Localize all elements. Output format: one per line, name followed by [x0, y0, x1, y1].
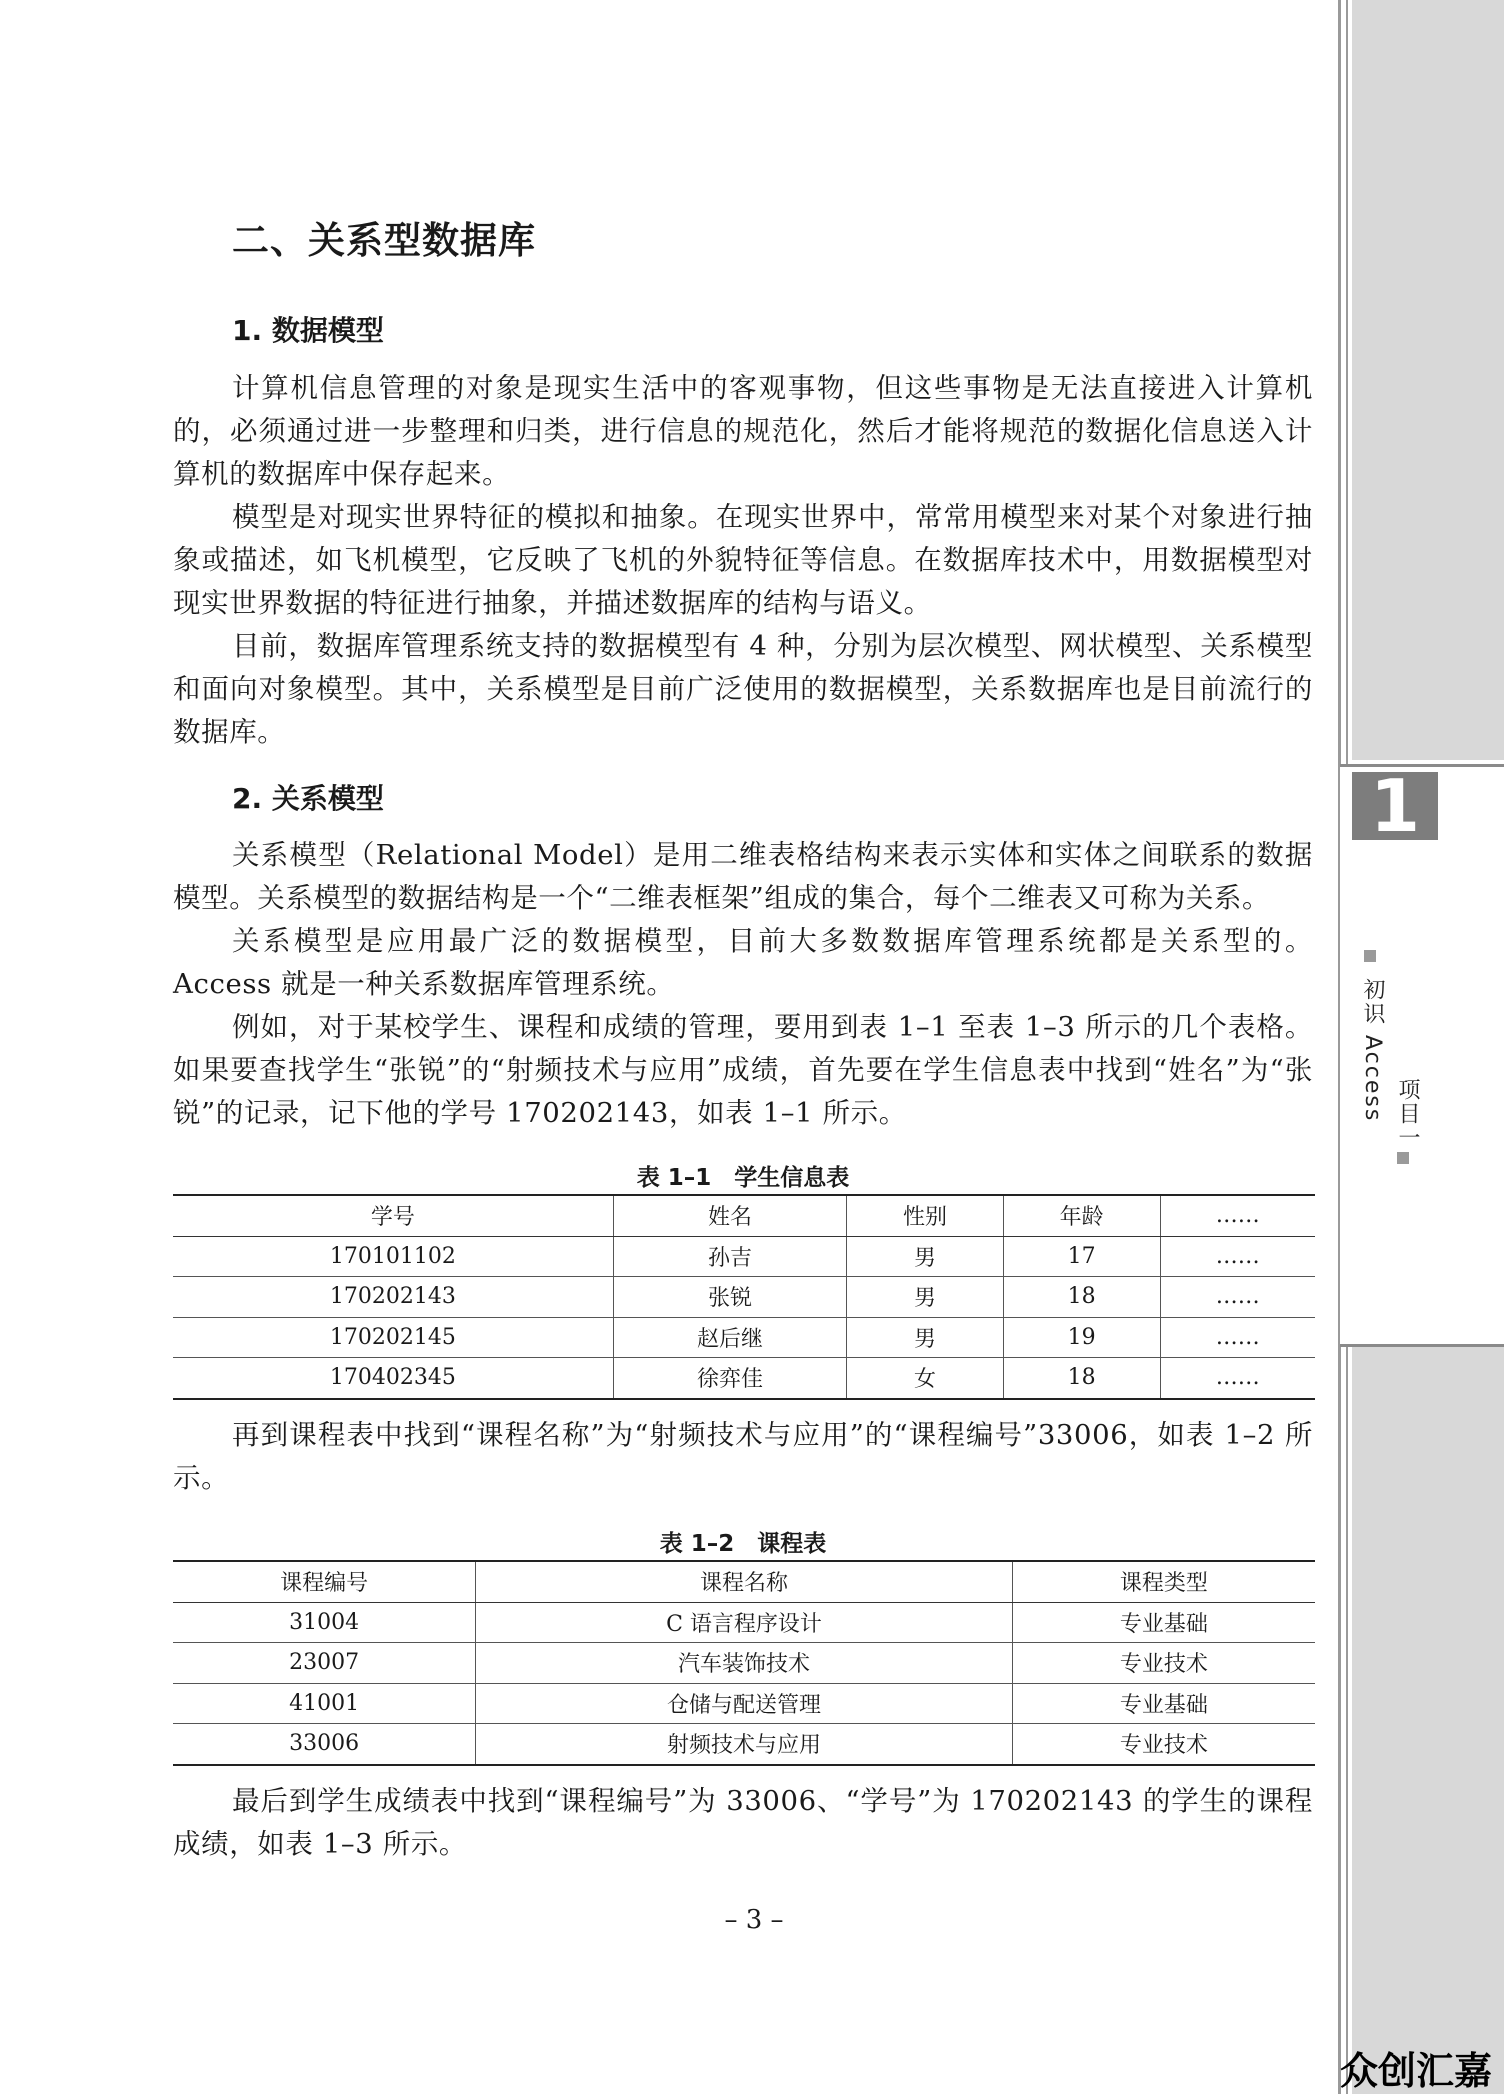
table-cell: 徐弈佳 — [613, 1358, 846, 1399]
table-cell: 专业技术 — [1012, 1724, 1315, 1765]
table-cell: 专业基础 — [1012, 1683, 1315, 1724]
table-cell: 170202145 — [173, 1317, 613, 1358]
table-cell: 23007 — [173, 1643, 476, 1684]
chapter-label: 项目一 — [1395, 1078, 1420, 1150]
paragraph: 计算机信息管理的对象是现实生活中的客观事物，但这些事物是无法直接进入计算机的，必须通过进一步整理和归类，进行信息的规范化，然后才能将规范的数据化信息送入计算机的数据库中保存起来。 — [173, 372, 1313, 490]
chapter-title: 初识 Access — [1360, 978, 1385, 1123]
badge-notch — [1438, 780, 1446, 840]
table-cell: 41001 — [173, 1683, 476, 1724]
table-row — [173, 1724, 1315, 1765]
watermark: 众创汇嘉 — [1340, 2049, 1493, 2093]
table-cell: 170101102 — [173, 1236, 613, 1277]
column-header: …… — [1160, 1195, 1315, 1236]
paragraph: 关系模型是应用最广泛的数据模型，目前大多数数据库管理系统都是关系型的。Access 就是一种关系数据库管理系统。 — [173, 925, 1313, 1000]
table-cell: 射频技术与应用 — [476, 1724, 1012, 1765]
table-cell: 专业技术 — [1012, 1643, 1315, 1684]
table-caption-course: 表 1–2 课程表 — [659, 1531, 827, 1557]
table-cell: …… — [1160, 1317, 1315, 1358]
paragraph: 模型是对现实世界特征的模拟和抽象。在现实世界中，常常用模型来对某个对象进行抽象或描述，如飞机模型，它反映了飞机的外貌特征等信息。在数据库技术中，用数据模型对现实世界数据的特征进行抽象，并描述数据库的结构与语义。 — [173, 501, 1313, 619]
table-cell: …… — [1160, 1358, 1315, 1399]
column-header: 课程名称 — [476, 1561, 1012, 1602]
table-cell: 女 — [847, 1358, 1004, 1399]
column-header: 学号 — [173, 1195, 613, 1236]
column-header: 课程编号 — [173, 1561, 476, 1602]
table-cell: 170402345 — [329, 1365, 456, 1391]
square-marker-icon — [1364, 950, 1376, 962]
table-cell: 男 — [847, 1277, 1004, 1318]
rail-shade — [1352, 1345, 1504, 2094]
table-row — [173, 1236, 1315, 1277]
column-header: 姓名 — [613, 1195, 846, 1236]
table-row — [173, 1643, 1315, 1684]
table-cell: 31004 — [173, 1602, 476, 1643]
student-info-table — [173, 1194, 1315, 1400]
table-cell: 170202143 — [173, 1277, 613, 1318]
subsection-title-data-model: 1. 数据模型 — [232, 314, 384, 347]
table-cell: 男 — [847, 1317, 1004, 1358]
table-cell: 男 — [847, 1236, 1004, 1277]
column-header: 课程类型 — [1012, 1561, 1315, 1602]
course-table — [173, 1560, 1315, 1766]
table-cell: 18 — [1003, 1277, 1160, 1318]
page-number: – 3 – — [724, 1905, 784, 1935]
chapter-number-badge — [1352, 764, 1438, 848]
table-row — [173, 1277, 1315, 1318]
table-row — [173, 1602, 1315, 1643]
chapter-number: 1 — [1369, 764, 1421, 848]
table-header-row — [173, 1195, 1315, 1236]
section-title: 二、关系型数据库 — [232, 219, 536, 262]
paragraph: 关系模型（Relational Model）是用二维表格结构来表示实体和实体之间联系的数据模型。关系模型的数据结构是一个“二维表框架”组成的集合，每个二维表又可称为关系。 — [173, 839, 1313, 914]
paragraph: 目前，数据库管理系统支持的数据模型有 4 种，分别为层次模型、网状模型、关系模型和面向对象模型。其中，关系模型是目前广泛使用的数据模型，关系数据库也是目前流行的数据库。 — [173, 630, 1313, 748]
subsection-title-relational-model: 2. 关系模型 — [232, 782, 384, 815]
table-cell: 33006 — [289, 1731, 360, 1757]
table-cell: 专业基础 — [1012, 1602, 1315, 1643]
table-row — [173, 1358, 1315, 1399]
table-caption-student-info: 表 1–1 学生信息表 — [636, 1165, 850, 1191]
table-row — [173, 1683, 1315, 1724]
table-cell: 18 — [1003, 1358, 1160, 1399]
table-cell: …… — [1160, 1277, 1315, 1318]
table-cell: 19 — [1003, 1317, 1160, 1358]
table-cell: …… — [1160, 1236, 1315, 1277]
square-marker-icon — [1397, 1152, 1409, 1164]
table-row — [173, 1317, 1315, 1358]
table-cell: 赵后继 — [613, 1317, 846, 1358]
paragraph: 例如，对于某校学生、课程和成绩的管理，要用到表 1–1 至表 1–3 所示的几个表格。如果要查找学生“张锐”的“射频技术与应用”成绩，首先要在学生信息表中找到“姓名”为“张锐”的记录，记下他的学号 170202143，如表 1–1 所示。 — [173, 1011, 1313, 1129]
rail-shade — [1352, 0, 1504, 760]
table-cell: 汽车装饰技术 — [476, 1643, 1012, 1684]
table-cell: 17 — [1003, 1236, 1160, 1277]
paragraph: 再到课程表中找到“课程名称”为“射频技术与应用”的“课程编号”33006，如表 1–2 所示。 — [173, 1419, 1313, 1494]
table-cell: C 语言程序设计 — [476, 1602, 1012, 1643]
table-header-row — [173, 1561, 1315, 1602]
table-cell: 孙吉 — [613, 1236, 846, 1277]
column-header: 年龄 — [1003, 1195, 1160, 1236]
table-cell: 仓储与配送管理 — [476, 1683, 1012, 1724]
table-cell: 张锐 — [613, 1277, 846, 1318]
paragraph: 最后到学生成绩表中找到“课程编号”为 33006、“学号”为 170202143 的学生的课程成绩，如表 1–3 所示。 — [173, 1785, 1313, 1860]
column-header: 性别 — [847, 1195, 1004, 1236]
